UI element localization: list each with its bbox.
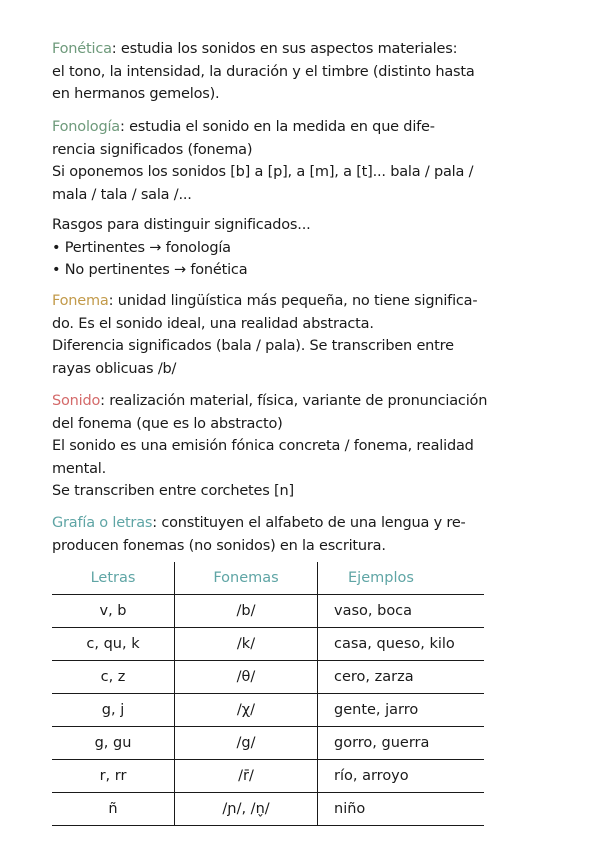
definition-text: del fonema (que es lo abstracto)	[52, 415, 283, 432]
definition-text: : estudia el sonido en la medida en que dife-	[119, 119, 435, 135]
definition-text: rayas oblicuas /b/	[52, 360, 177, 377]
cell-fonemas: /k/	[175, 628, 318, 660]
definition-text: rencia significados (fonema)	[52, 141, 253, 158]
table-row	[52, 727, 484, 760]
term-fonema: Fonema	[52, 293, 109, 309]
cell-ejemplos: casa, queso, kilo	[334, 636, 455, 652]
table-row	[52, 661, 484, 694]
section-fonetica	[52, 38, 572, 106]
cell-fonemas: /θ/	[175, 661, 318, 693]
section-fonologia	[52, 116, 572, 206]
definition-text: mental.	[52, 460, 107, 477]
table-row	[52, 595, 484, 628]
cell-ejemplos: gorro, guerra	[334, 735, 430, 751]
definition-text: Se transcriben entre corchetes [n]	[52, 483, 294, 499]
header-letras: Letras	[52, 562, 175, 594]
header-fonemas: Fonemas	[175, 562, 318, 594]
definition-text: : constituyen el alfabeto de una lengua y re-	[152, 515, 466, 531]
term-fonologia: Fonología	[52, 119, 120, 135]
definition-text: mala / tala / sala /...	[52, 186, 192, 203]
cell-letras: r, rr	[52, 760, 175, 792]
definition-text: en hermanos gemelos).	[52, 86, 220, 102]
cell-ejemplos: gente, jarro	[334, 702, 419, 718]
definition-text: : realización material, física, variante de pronunciación	[100, 393, 488, 409]
cell-fonemas: /χ/	[175, 694, 318, 726]
term-grafia: Grafía o letras	[52, 515, 153, 531]
term-sonido: Sonido	[52, 393, 101, 409]
section-sonido	[52, 390, 572, 503]
table-row	[52, 760, 484, 793]
cell-fonemas: /ɲ/, /n̬/	[175, 793, 318, 825]
cell-letras: v, b	[52, 595, 175, 627]
table-row	[52, 628, 484, 661]
cell-letras: g, j	[52, 694, 175, 726]
cell-ejemplos: niño	[334, 801, 366, 817]
cell-letras: ñ	[52, 793, 175, 825]
letters-phonemes-table	[52, 562, 484, 826]
cell-letras: g, gu	[52, 727, 175, 759]
definition-text: El sonido es una emisión fónica concreta / fonema, realidad	[52, 438, 474, 454]
cell-letras: c, z	[52, 661, 175, 693]
cell-fonemas: /r̄/	[175, 760, 318, 792]
section-fonema	[52, 290, 572, 380]
bullet-item: • No pertinentes → fonética	[52, 262, 248, 278]
table-row	[52, 694, 484, 727]
bullet-item: • Pertinentes → fonología	[52, 239, 231, 256]
definition-text: Si oponemos los sonidos [b] a [p], a [m], a [t]... bala / pala /	[52, 164, 474, 180]
term-fonetica: Fonética	[52, 41, 112, 57]
header-ejemplos: Ejemplos	[348, 570, 414, 586]
section-rasgos	[52, 214, 572, 282]
definition-text: el tono, la intensidad, la duración y el timbre (distinto hasta	[52, 63, 475, 80]
cell-letras: c, qu, k	[52, 628, 175, 660]
definition-text: Diferencia significados (bala / pala). Se transcriben entre	[52, 338, 454, 354]
table-row	[52, 793, 484, 826]
definition-text: : unidad lingüística más pequeña, no tiene significa-	[108, 293, 478, 309]
cell-ejemplos: río, arroyo	[334, 768, 409, 784]
definition-text: do. Es el sonido ideal, una realidad abstracta.	[52, 315, 374, 332]
table-header	[52, 562, 484, 595]
cell-ejemplos: cero, zarza	[334, 669, 414, 685]
cell-fonemas: /b/	[175, 595, 318, 627]
cell-fonemas: /g/	[175, 727, 318, 759]
section-grafia	[52, 512, 572, 557]
cell-ejemplos: vaso, boca	[334, 603, 413, 619]
rasgos-heading: Rasgos para distinguir significados...	[52, 217, 311, 233]
definition-text: : estudia los sonidos en sus aspectos materiales:	[111, 41, 458, 57]
definition-text: producen fonemas (no sonidos) en la escritura.	[52, 537, 386, 554]
